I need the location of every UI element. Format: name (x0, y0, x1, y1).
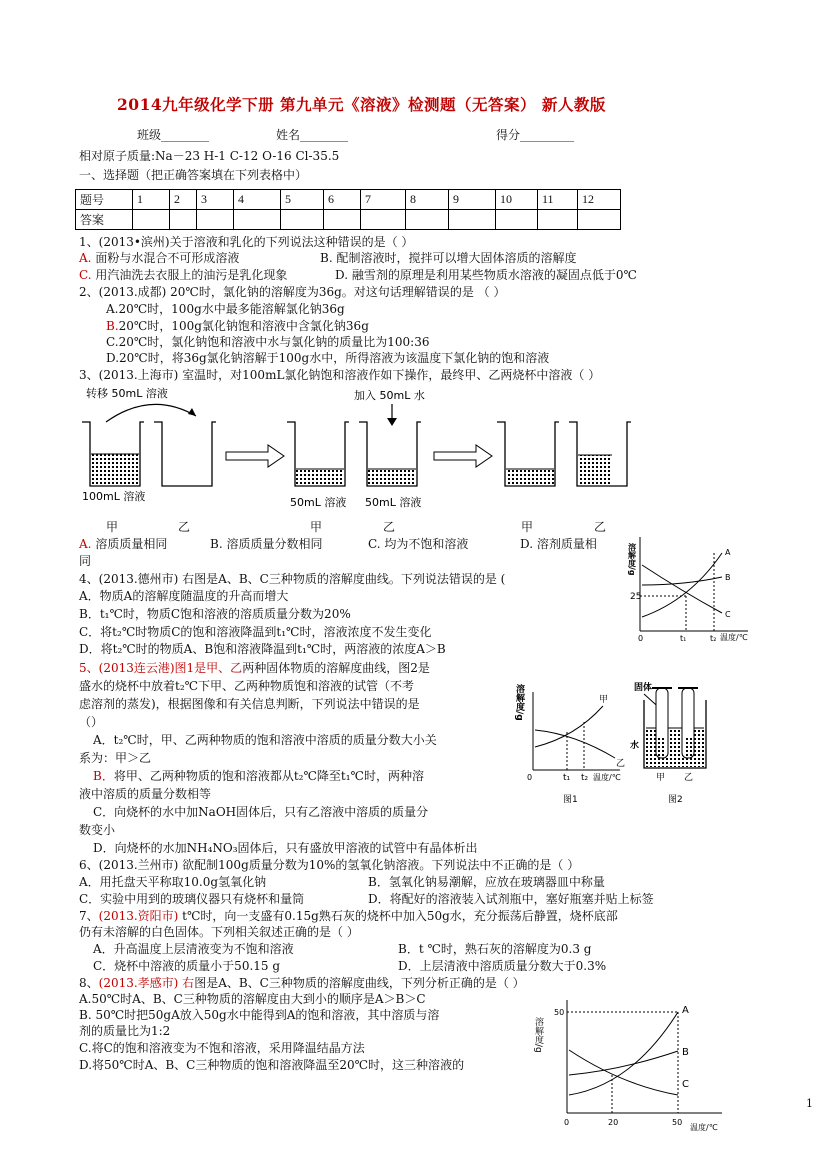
q5-figure-2 (630, 678, 730, 808)
table-cell: 3 (197, 190, 234, 210)
beaker-label-yi: 乙 (383, 520, 396, 534)
beaker-label-yi: 乙 (594, 520, 607, 534)
q6-option-c: C．实验中用到的玻璃仪器只有烧杯和量筒 (79, 892, 305, 906)
q4-option-b: B．t₁℃时，物质C饱和溶液的溶质质量分数为20% (79, 607, 351, 621)
answer-cell[interactable] (234, 210, 281, 230)
page-title: 2014九年级化学下册 第九单元《溶液》检测题（无答案） 新人教版 (117, 95, 606, 114)
q1-stem: 1、(2013•滨州)关于溶液和乳化的下列说法这种错误的是（ ） (79, 235, 414, 249)
y-axis-label: 溶解度/g (627, 543, 637, 576)
table-cell: 7 (361, 190, 406, 210)
series-label-C: C (682, 1079, 689, 1090)
volume-label: 100mL 溶液 (82, 490, 146, 503)
series-label-B: B (682, 1047, 689, 1058)
curve-jia (535, 706, 603, 747)
section-heading: 一、选择题（把正确答案填在下列表格中） (79, 168, 308, 182)
table-cell: 6 (324, 190, 361, 210)
class-field: 班级________ (137, 128, 210, 142)
answer-cell[interactable] (197, 210, 234, 230)
q7-option-d: D．上层清液中溶质质量分数大于0.3% (398, 959, 607, 973)
beaker-1 (82, 422, 144, 486)
q5-option-b: B．将甲、乙两种物质的饱和溶液都从t₂℃降至t₁℃时，两种溶 (93, 769, 424, 783)
water-fill (646, 728, 704, 767)
q4-stem: 4、(2013.德州市) 右图是A、B、C三种物质的溶解度曲线。下列说法错误的是 ( (79, 572, 506, 586)
q5-option-d: D．向烧杯的水加NH₄NO₃固体后，只有盛放甲溶液的试管中有晶体析出 (93, 841, 478, 855)
q2-option-b: B.20℃时，100g氯化钠饱和溶液中含氯化钠36g (106, 319, 369, 333)
q4-solubility-chart (627, 535, 760, 645)
curve-yi (535, 730, 615, 758)
q6-option-b: B．氢氧化钠易潮解，应放在玻璃器皿中称量 (368, 875, 605, 889)
x-tick-t1: t₁ (680, 634, 687, 643)
series-label-B: B (725, 573, 731, 582)
q8-option-a: A.50℃时A、B、C三种物质的溶解度由大到小的顺序是A＞B＞C (79, 992, 426, 1006)
beaker-5 (497, 422, 559, 486)
name-field: 姓名________ (276, 128, 349, 142)
answer-cell[interactable] (281, 210, 324, 230)
q3-stem: 3、(2013.上海市) 室温时，对100mL氯化钠饱和溶液作如下操作，最终甲、乙两烧杯中溶液（ ） (79, 368, 601, 382)
q8-option-c: C.将C的饱和溶液变为不饱和溶液，采用降温结晶方法 (79, 1041, 365, 1055)
process-arrow (226, 445, 284, 467)
q1-option-a: A. 面粉与水混合不可形成溶液 (79, 251, 240, 265)
table-cell: 9 (449, 190, 496, 210)
table-header-cell: 答案 (76, 210, 133, 230)
series-label-yi: 乙 (616, 759, 626, 769)
answer-cell[interactable] (578, 210, 621, 230)
beaker-label-jia: 甲 (310, 520, 323, 534)
answer-cell[interactable] (538, 210, 578, 230)
q4-option-d: D．将t₂℃时的物质A、B饱和溶液降温到t₁℃时，两溶液的浓度A＞B (79, 642, 446, 656)
transfer-label: 转移 50mL 溶液 (86, 387, 168, 400)
curve-B (642, 577, 722, 585)
figure-caption: 图1 (563, 795, 578, 805)
solid-label: 固体 (634, 683, 653, 693)
answer-cell[interactable] (170, 210, 197, 230)
q5-line3: 虑溶剂的蒸发)，根据图像和有关信息判断，下列说法中错误的是 (79, 697, 420, 711)
add-water-arrowhead (387, 418, 397, 426)
q3-option-b: B. 溶质质量分数相同 (210, 537, 323, 551)
q1-option-c: C. 用汽油洗去衣服上的油污是乳化现象 (79, 268, 288, 282)
y-axis-label: 溶解度/g (514, 684, 524, 721)
x-tick-t2: t₂ (710, 634, 717, 643)
x-tick-50: 50 (672, 1118, 683, 1127)
beaker-label-jia: 甲 (521, 520, 534, 534)
q2-option-d: D.20℃时，将36g氯化钠溶解于100g水中，所得溶液为该温度下氯化钠的饱和溶液 (106, 351, 550, 365)
answer-cell[interactable] (496, 210, 538, 230)
page-number: 1 (806, 1097, 813, 1110)
table-cell: 4 (234, 190, 281, 210)
x-axis-label: 温度/℃ (690, 1123, 718, 1132)
beaker-label-jia: 甲 (106, 520, 119, 534)
tube-label-yi: 乙 (684, 773, 694, 783)
q3-option-d-cont: 同 (79, 554, 92, 568)
beaker-6 (569, 422, 631, 486)
table-cell: 2 (170, 190, 197, 210)
table-cell: 5 (281, 190, 324, 210)
q5-figure-1 (515, 672, 625, 807)
answer-cell[interactable] (449, 210, 496, 230)
q7-option-c: C．烧杯中溶液的质量小于50.15 g (93, 959, 281, 973)
q5-option-b-cont: 液中溶质的质量分数相等 (79, 787, 212, 801)
q2-option-a: A.20℃时，100g水中最多能溶解氯化钠36g (106, 302, 345, 316)
x-tick-20: 20 (608, 1118, 619, 1127)
answer-cell[interactable] (361, 210, 406, 230)
y-tick-label: 25 (630, 592, 642, 602)
q7-option-b: B．t ℃时，熟石灰的溶解度为0.3 g (398, 942, 592, 956)
q5-line2: 盛水的烧杯中放着t₂℃下甲、乙两种物质饱和溶液的试管（不考 (79, 679, 415, 693)
series-label-A: A (682, 1005, 689, 1016)
x-tick-t1: t₁ (563, 773, 571, 783)
volume-label: 50mL 溶液 (290, 496, 347, 509)
table-row (76, 210, 621, 230)
origin-label: 0 (638, 634, 644, 643)
q3-option-a: A. 溶质质量相同 (79, 537, 168, 551)
tube-label-jia: 甲 (656, 773, 666, 783)
y-axis-label: 溶解度/g (533, 1017, 543, 1053)
answer-cell[interactable] (324, 210, 361, 230)
origin-label: 0 (527, 773, 533, 782)
q1-option-d: D. 融雪剂的原理是利用某些物质水溶液的凝固点低于0℃ (335, 268, 637, 282)
answer-table (75, 189, 621, 230)
q8-stem: 8、(2013.孝感市) 右图是A、B、C三种物质的溶解度曲线，下列分析正确的是（ ） (79, 976, 525, 990)
volume-label: 50mL 溶液 (365, 496, 422, 509)
beaker-2 (154, 422, 216, 486)
series-label-jia: 甲 (599, 695, 609, 705)
q8-option-d: D.将50℃时A、B、C三种物质的饱和溶液降温至20℃时，这三种溶液的 (79, 1058, 465, 1072)
process-arrow (434, 445, 492, 467)
table-row (76, 190, 621, 210)
q5-stem: 5、(2013连云港)图1是甲、乙两种固体物质的溶解度曲线，图2是 (79, 661, 430, 675)
q5-option-a: A．t₂℃时，甲、乙两种物质的饱和溶液中溶质的质量分数大小关 (93, 733, 437, 747)
table-cell: 10 (496, 190, 538, 210)
q3-beaker-diagram (76, 382, 616, 532)
q7-stem: 7、(2013.资阳市) t℃时，向一支盛有0.15g熟石灰的烧杯中加入50g水，充分振荡后静置，烧杯底部 (79, 909, 618, 923)
table-cell: 11 (538, 190, 578, 210)
q2-stem: 2、(2013.成都) 20℃时，氯化钠的溶解度为36g。对这句话理解错误的是 （ ） (79, 285, 506, 299)
table-cell: 8 (406, 190, 449, 210)
curve-B (569, 1051, 678, 1075)
water-label: 水 (630, 741, 640, 751)
series-label-C: C (725, 610, 731, 619)
curve-C (642, 565, 722, 613)
q5-option-c-cont: 数变小 (79, 823, 116, 837)
origin-label: 0 (564, 1118, 570, 1127)
x-axis-label: 温度/℃ (720, 633, 748, 642)
q8-option-b: B. 50℃时把50gA放入50g水中能得到A的饱和溶液，其中溶质与溶 (79, 1008, 440, 1022)
series-label-A: A (725, 548, 731, 557)
q8-solubility-chart (532, 995, 732, 1135)
q4-option-a: A．物质A的溶解度随温度的升高而增大 (79, 589, 289, 603)
table-header-cell: 题号 (76, 190, 133, 210)
q7-option-a: A．升高温度上层清液变为不饱和溶液 (93, 942, 294, 956)
q3-option-d: D. 溶剂质量相 (520, 537, 597, 551)
score-field: 得分_________ (496, 128, 575, 142)
q3-option-c: C. 均为不饱和溶液 (368, 537, 469, 551)
beaker-label-yi: 乙 (178, 520, 191, 534)
q6-option-d: D．将配好的溶液装入试剂瓶中，塞好瓶塞并贴上标签 (368, 892, 654, 906)
answer-cell[interactable] (133, 210, 170, 230)
atomic-mass-line: 相对原子质量:Na－23 H-1 C-12 O-16 Cl-35.5 (79, 149, 340, 163)
q6-option-a: A．用托盘天平称取10.0g氢氧化钠 (79, 875, 267, 889)
q2-option-c: C.20℃时，氯化钠饱和溶液中水与氯化钠的质量比为100:36 (106, 335, 430, 349)
add-water-label: 加入 50mL 水 (354, 389, 425, 402)
q5-line4: （） (79, 715, 104, 729)
table-cell: 1 (133, 190, 170, 210)
x-axis-label: 温度/℃ (593, 773, 621, 782)
q4-option-c: C．将t₂℃时物质C的饱和溶液降温到t₁℃时，溶液浓度不发生变化 (79, 625, 432, 639)
beaker-3 (287, 422, 349, 486)
x-tick-t2: t₂ (581, 773, 589, 783)
transfer-arrow (106, 404, 196, 422)
beaker-4 (359, 422, 421, 486)
table-cell: 12 (578, 190, 621, 210)
q7-line2: 仍有未溶解的白色固体。下列相关叙述正确的是（ ） (79, 925, 359, 939)
y-tick-50: 50 (554, 1008, 565, 1017)
q5-option-c: C．向烧杯的水中加NaOH固体后，只有乙溶液中溶质的质量分 (93, 805, 429, 819)
q6-stem: 6、(2013.兰州市) 欲配制100g质量分数为10%的氢氧化钠溶液。下列说法中不正确的是（ ） (79, 858, 580, 872)
q1-option-b: B. 配制溶液时，搅拌可以增大固体溶质的溶解度 (320, 251, 577, 265)
q8-option-b-cont: 剂的质量比为1:2 (79, 1024, 171, 1038)
q5-option-a-cont: 系为：甲＞乙 (79, 751, 152, 765)
curve-A (569, 1012, 678, 1095)
figure-caption: 图2 (668, 795, 683, 805)
answer-cell[interactable] (406, 210, 449, 230)
